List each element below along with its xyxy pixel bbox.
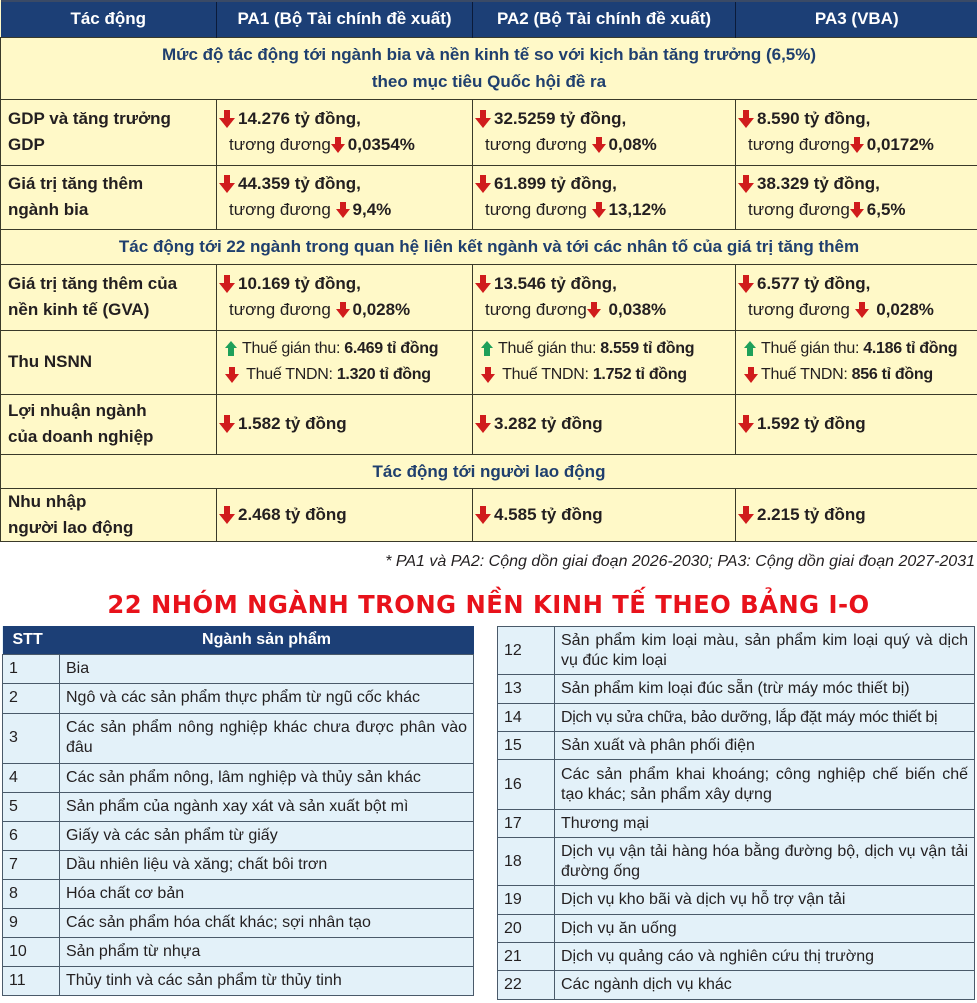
pa1-cell: 2.468 tỷ đồng bbox=[217, 488, 473, 541]
pa1-cell: 1.582 tỷ đồng bbox=[217, 394, 473, 454]
row-label: GDP và tăng trưởng GDP bbox=[1, 99, 217, 165]
down-arrow-icon bbox=[336, 302, 350, 318]
pa3-cell: 8.590 tỷ đồng, tương đương 0,0172% bbox=[736, 99, 977, 165]
header-impact: Tác động bbox=[1, 1, 217, 37]
up-arrow-icon bbox=[744, 341, 756, 357]
pa2-cell: 4.585 tỷ đồng bbox=[473, 488, 736, 541]
table-row bbox=[1, 165, 977, 229]
down-arrow-icon bbox=[738, 110, 754, 128]
header-stt: STT bbox=[3, 626, 60, 654]
section-row bbox=[1, 454, 977, 488]
header-pa3: PA3 (VBA) bbox=[736, 1, 977, 37]
table-row bbox=[1, 330, 977, 394]
section-row bbox=[1, 229, 977, 264]
pa2-cell: 61.899 tỷ đồng, tương đương 13,12% bbox=[473, 165, 736, 229]
table-row: 13 Sản phẩm kim loại đúc sẵn (trừ máy móc thiết bị) bbox=[498, 675, 975, 704]
table-row: 2 Ngô và các sản phẩm thực phẩm từ ngũ cốc khác bbox=[3, 683, 474, 713]
down-arrow-icon bbox=[738, 415, 754, 433]
row-label: Thu NSNN bbox=[1, 330, 217, 394]
down-arrow-icon bbox=[475, 110, 491, 128]
down-arrow-icon bbox=[592, 137, 606, 153]
table-row: 10 Sản phẩm từ nhựa bbox=[3, 937, 474, 966]
table-row: 4 Các sản phẩm nông, lâm nghiệp và thủy sản khác bbox=[3, 763, 474, 792]
row-label: Giá trị tăng thêm của nền kinh tế (GVA) bbox=[1, 264, 217, 330]
sector-table-right bbox=[497, 626, 975, 1000]
pa3-cell: Thuế gián thu: 4.186 tỉ đồng Thuế TNDN: 856 tỉ đồng bbox=[736, 330, 977, 394]
table-row: 19 Dịch vụ kho bãi và dịch vụ hỗ trợ vận tải bbox=[498, 886, 975, 915]
table-row: 11 Thủy tinh và các sản phẩm từ thủy tinh bbox=[3, 966, 474, 995]
sector-title: 22 NHÓM NGÀNH TRONG NỀN KINH TẾ THEO BẢNG I-O bbox=[107, 590, 870, 619]
header-pa1: PA1 (Bộ Tài chính đề xuất) bbox=[217, 1, 473, 37]
table-row: 16 Các sản phẩm khai khoáng; công nghiệp chế biến chế tạo khác; sản phẩm xây dựng bbox=[498, 760, 975, 810]
table-row: 21 Dịch vụ quảng cáo và nghiên cứu thị trường bbox=[498, 943, 975, 971]
row-label: Giá trị tăng thêm ngành bia bbox=[1, 165, 217, 229]
table-row: 12 Sản phẩm kim loại màu, sản phẩm kim loại quý và dịch vụ đúc kim loại bbox=[498, 627, 975, 675]
table-row bbox=[1, 394, 977, 454]
row-label: Lợi nhuận ngành của doanh nghiệp bbox=[1, 394, 217, 454]
section-title: Tác động tới 22 ngành trong quan hệ liên kết ngành và tới các nhân tố của giá trị tăng thêm bbox=[1, 229, 977, 264]
down-arrow-icon bbox=[855, 302, 869, 318]
pa3-cell: 6.577 tỷ đồng, tương đương 0,028% bbox=[736, 264, 977, 330]
row-label: Nhu nhập người lao động bbox=[1, 488, 217, 541]
down-arrow-icon bbox=[336, 202, 350, 218]
down-arrow-icon bbox=[475, 175, 491, 193]
down-arrow-icon bbox=[850, 137, 864, 153]
down-arrow-icon bbox=[738, 175, 754, 193]
pa1-cell: 14.276 tỷ đồng, tương đương 0,0354% bbox=[217, 99, 473, 165]
table-row bbox=[1, 264, 977, 330]
table-row: 20 Dịch vụ ăn uống bbox=[498, 915, 975, 943]
table-row: 14 Dịch vụ sửa chữa, bảo dưỡng, lắp đặt máy móc thiết bị bbox=[498, 704, 975, 732]
down-arrow-icon bbox=[219, 175, 235, 193]
down-arrow-icon bbox=[331, 137, 345, 153]
sector-header-row bbox=[3, 626, 474, 654]
pa3-cell: 38.329 tỷ đồng, tương đương 6,5% bbox=[736, 165, 977, 229]
pa1-cell: 44.359 tỷ đồng, tương đương 9,4% bbox=[217, 165, 473, 229]
pa2-cell: 13.546 tỷ đồng, tương đương 0,038% bbox=[473, 264, 736, 330]
pa3-cell: 1.592 tỷ đồng bbox=[736, 394, 977, 454]
down-arrow-icon bbox=[738, 506, 754, 524]
down-arrow-icon bbox=[850, 202, 864, 218]
table-row: 8 Hóa chất cơ bản bbox=[3, 879, 474, 908]
down-arrow-icon bbox=[219, 110, 235, 128]
pa2-cell: 32.5259 tỷ đồng, tương đương 0,08% bbox=[473, 99, 736, 165]
table-row bbox=[1, 488, 977, 541]
pa2-cell: 3.282 tỷ đồng bbox=[473, 394, 736, 454]
table-row: 6 Giấy và các sản phẩm từ giấy bbox=[3, 821, 474, 850]
down-arrow-icon bbox=[475, 275, 491, 293]
up-arrow-icon bbox=[225, 341, 237, 357]
down-arrow-icon bbox=[744, 367, 758, 383]
pa1-cell: 10.169 tỷ đồng, tương đương 0,028% bbox=[217, 264, 473, 330]
table-row: 5 Sản phẩm của ngành xay xát và sản xuất bột mì bbox=[3, 792, 474, 821]
pa3-cell: 2.215 tỷ đồng bbox=[736, 488, 977, 541]
header-pa2: PA2 (Bộ Tài chính đề xuất) bbox=[473, 1, 736, 37]
table-row: 18 Dịch vụ vận tải hàng hóa bằng đường bộ, dịch vụ vận tải đường ống bbox=[498, 838, 975, 886]
down-arrow-icon bbox=[219, 415, 235, 433]
table-row bbox=[1, 99, 977, 165]
impact-header-row bbox=[1, 1, 977, 37]
down-arrow-icon bbox=[219, 506, 235, 524]
table-row: 15 Sản xuất và phân phối điện bbox=[498, 732, 975, 760]
table-row: 7 Dầu nhiên liệu và xăng; chất bôi trơn bbox=[3, 850, 474, 879]
section-title: Tác động tới người lao động bbox=[1, 454, 977, 488]
section-row bbox=[1, 37, 977, 99]
down-arrow-icon bbox=[592, 202, 606, 218]
down-arrow-icon bbox=[219, 275, 235, 293]
footnote: * PA1 và PA2: Cộng dồn giai đoạn 2026-2030; PA3: Cộng dồn giai đoạn 2027-2031 bbox=[385, 553, 975, 570]
up-arrow-icon bbox=[481, 341, 493, 357]
table-row: 17 Thương mại bbox=[498, 810, 975, 838]
sector-table-left bbox=[2, 626, 474, 996]
table-row: 1 Bia bbox=[3, 654, 474, 683]
table-row: 9 Các sản phẩm hóa chất khác; sợi nhân tạo bbox=[3, 908, 474, 937]
down-arrow-icon bbox=[587, 302, 601, 318]
pa2-cell: Thuế gián thu: 8.559 tỉ đồng Thuế TNDN: 1.752 tỉ đồng bbox=[473, 330, 736, 394]
down-arrow-icon bbox=[738, 275, 754, 293]
down-arrow-icon bbox=[475, 415, 491, 433]
section-title: Mức độ tác động tới ngành bia và nền kinh tế so với kịch bản tăng trưởng (6,5%) theo mục tiêu Quốc hội đề ra bbox=[1, 37, 977, 99]
down-arrow-icon bbox=[475, 506, 491, 524]
header-sector-name: Ngành sản phẩm bbox=[60, 626, 474, 654]
down-arrow-icon bbox=[481, 367, 495, 383]
pa1-cell: Thuế gián thu: 6.469 tỉ đồng Thuế TNDN: 1.320 tỉ đồng bbox=[217, 330, 473, 394]
table-row: 3 Các sản phẩm nông nghiệp khác chưa được phân vào đâu bbox=[3, 713, 474, 763]
table-row: 22 Các ngành dịch vụ khác bbox=[498, 971, 975, 1000]
down-arrow-icon bbox=[225, 367, 239, 383]
